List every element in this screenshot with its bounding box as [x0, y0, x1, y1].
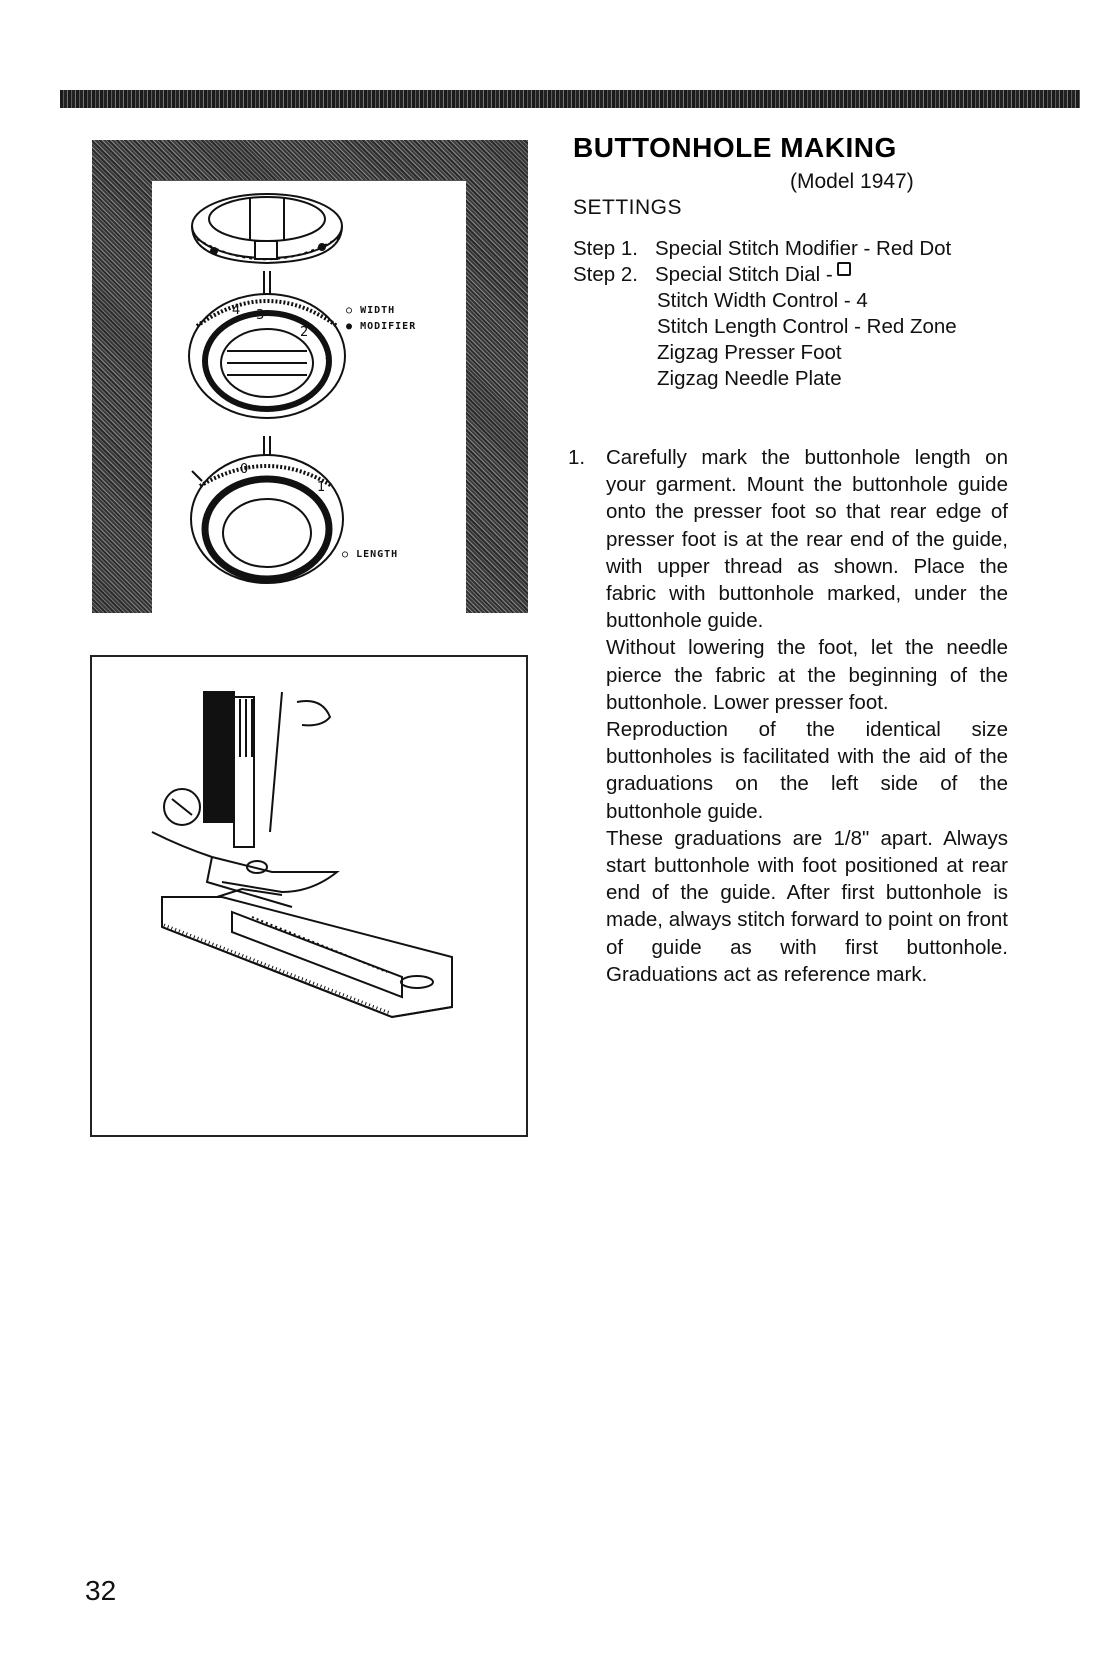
width-dial-number-1: 1: [324, 348, 333, 363]
step-1-text: Special Stitch Modifier - Red Dot: [655, 237, 952, 260]
step-2-detail: Stitch Width Control - 4: [657, 289, 868, 312]
width-dial-knob: [189, 271, 345, 418]
presser-foot-illustration-panel: [90, 655, 528, 1137]
length-legend: [342, 549, 398, 560]
settings-heading: SETTINGS: [573, 196, 683, 219]
instruction-paragraph: These graduations are 1/8" apart. Always start buttonhole with foot positioned at rear end of the guide. After first buttonhole is made, always stitch forward to point on front of guide as with first buttonhole. Graduations act as reference mark.: [606, 826, 1008, 986]
instruction-number: 1.: [568, 446, 586, 469]
length-dial-number-1: 1: [317, 480, 326, 495]
width-legend-label: WIDTH: [360, 305, 396, 316]
model-label: (Model 1947): [790, 170, 914, 193]
settings-steps: [573, 236, 957, 392]
modifier-legend: [346, 321, 416, 332]
step-2-text: Special Stitch Dial -: [655, 263, 833, 286]
needle-icon: [270, 692, 282, 832]
open-circle-icon: ○: [342, 549, 350, 560]
width-dial-number-3: 3: [256, 308, 265, 323]
filled-dot-icon: ●: [346, 321, 354, 332]
instruction-body: [606, 444, 1008, 988]
width-dial-number-2: 2: [300, 325, 309, 340]
square-stitch-symbol-icon: [837, 262, 851, 276]
instruction-paragraph: Without lowering the foot, let the needle pierce the fabric at the beginning of the buttonhole. Lower presser foot.: [606, 636, 1008, 714]
length-dial-number-0: 0: [240, 462, 249, 477]
top-rule: [60, 90, 1080, 108]
width-legend: [346, 305, 395, 316]
instruction-paragraph: Reproduction of the identical size buttonholes is facilitated with the aid of the graduations on the left side of the buttonhole guide.: [606, 718, 1008, 823]
step-1-label: Step 1.: [573, 237, 638, 260]
width-dial-number-4: 4: [232, 303, 241, 318]
open-circle-icon: ○: [346, 305, 354, 316]
length-legend-label: LENGTH: [356, 549, 399, 560]
buttonhole-guide-icon: [162, 897, 452, 1017]
instruction-paragraph: Carefully mark the buttonhole length on your garment. Mount the buttonhole guide onto the presser foot so that rear edge of presser foot is at the rear end of the guide, with upper thread as shown. Place the fabric with buttonhole marked, under the buttonhole guide.: [606, 446, 1008, 633]
presser-bar-icon: [204, 692, 234, 822]
presser-foot-illustration: [92, 657, 526, 1135]
modifier-legend-label: MODIFIER: [360, 321, 417, 332]
dials-illustration-inner: [152, 180, 466, 614]
step-2-detail: Zigzag Presser Foot: [657, 341, 842, 364]
page-title: BUTTONHOLE MAKING: [573, 132, 897, 163]
step-1: [573, 236, 957, 262]
page-number: 32: [85, 1575, 117, 1606]
dials-illustration-panel: [92, 140, 528, 613]
step-2: [573, 262, 957, 288]
step-2-label: Step 2.: [573, 263, 638, 286]
dials-illustration: [152, 181, 466, 614]
length-dial-knob: [191, 436, 343, 583]
step-2-detail: Stitch Length Control - Red Zone: [657, 315, 957, 338]
step-2-detail: Zigzag Needle Plate: [657, 367, 842, 390]
stitch-dial-knob: [192, 194, 342, 263]
